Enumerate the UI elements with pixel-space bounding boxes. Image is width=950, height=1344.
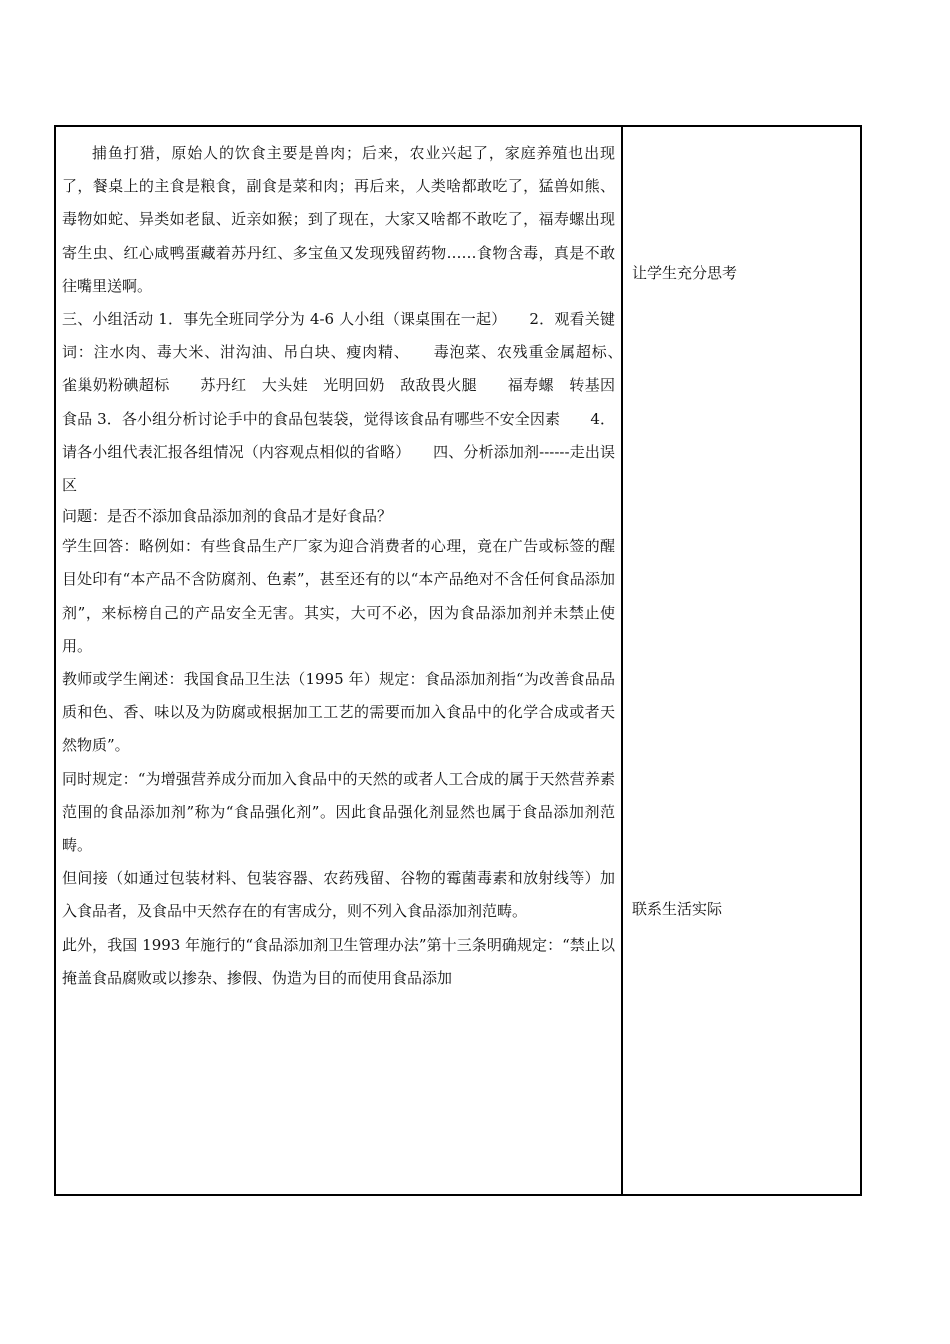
lesson-content-cell bbox=[56, 127, 631, 1194]
lesson-plan-table bbox=[54, 125, 862, 1196]
fortifier-paragraph: 同时规定：“为增强营养成分而加入食品中的天然的或者人工合成的属于天然营养素范围的食品添加剂”称为“食品强化剂”。因此食品强化剂显然也属于食品添加剂范畴。 bbox=[62, 769, 615, 855]
note-think-fully: 让学生充分思考 bbox=[632, 264, 738, 282]
design-intent-cell bbox=[623, 127, 860, 1194]
question-paragraph: 问题：是否不添加食品添加剂的食品才是好食品？ bbox=[62, 507, 393, 526]
group-activity-paragraph: 三、小组活动 1．事先全班同学分为 4-6 人小组（课桌围在一起） 2．观看关键词：注水肉、毒大米、泔沟油、吊白块、瘦肉精、 毒泡菜、农残重金属超标、 雀巢奶粉碘超标 苏丹红 大头娃 光明回奶 敌敌畏火腿 福寿螺 转基因食品 3．各小组分析讨论手中的食品包装袋，觉得该食品有哪些不安全因素 4．请各小组代表汇报各组情况（内容观点相似的省略） 四、分析添加剂------走出误区 bbox=[62, 310, 631, 495]
regulation-paragraph: 此外，我国 1993 年施行的“食品添加剂卫生管理办法”第十三条明确规定：“禁止以掩盖食品腐败或以掺杂、掺假、伪造为目的而使用食品添加 bbox=[62, 935, 615, 987]
note-real-life: 联系生活实际 bbox=[632, 900, 723, 918]
teacher-explanation-paragraph: 教师或学生阐述：我国食品卫生法（1995 年）规定：食品添加剂指“为改善食品品质和色、香、味以及为防腐或根据加工工艺的需要而加入食品中的化学合成或者天然物质”。 bbox=[62, 670, 615, 755]
intro-paragraph: 捕鱼打猎，原始人的饮食主要是兽肉；后来，农业兴起了，家庭养殖也出现了，餐桌上的主食是粮食，副食是菜和肉；再后来，人类啥都敢吃了，猛兽如熊、毒物如蛇、异类如老鼠、近亲如猴；到了现在，大家又啥都不敢吃了，福寿螺出现寄生虫、红心咸鸭蛋藏着苏丹红、多宝鱼又发现残留药物……食物含毒，真是不敢往嘴里送啊。 bbox=[62, 144, 615, 295]
student-answer-paragraph: 学生回答：略例如：有些食品生产厂家为迎合消费者的心理，竟在广告或标签的醒目处印有“本产品不含防腐剂、色素”，甚至还有的以“本产品绝对不含任何食品添加剂”，来标榜自己的产品安全无害。其实，大可不必，因为食品添加剂并未禁止使用。 bbox=[62, 537, 615, 655]
indirect-additive-paragraph: 但间接（如通过包装材料、包装容器、农药残留、谷物的霉菌毒素和放射线等）加入食品者，及食品中天然存在的有害成分，则不列入食品添加剂范畴。 bbox=[62, 869, 615, 921]
